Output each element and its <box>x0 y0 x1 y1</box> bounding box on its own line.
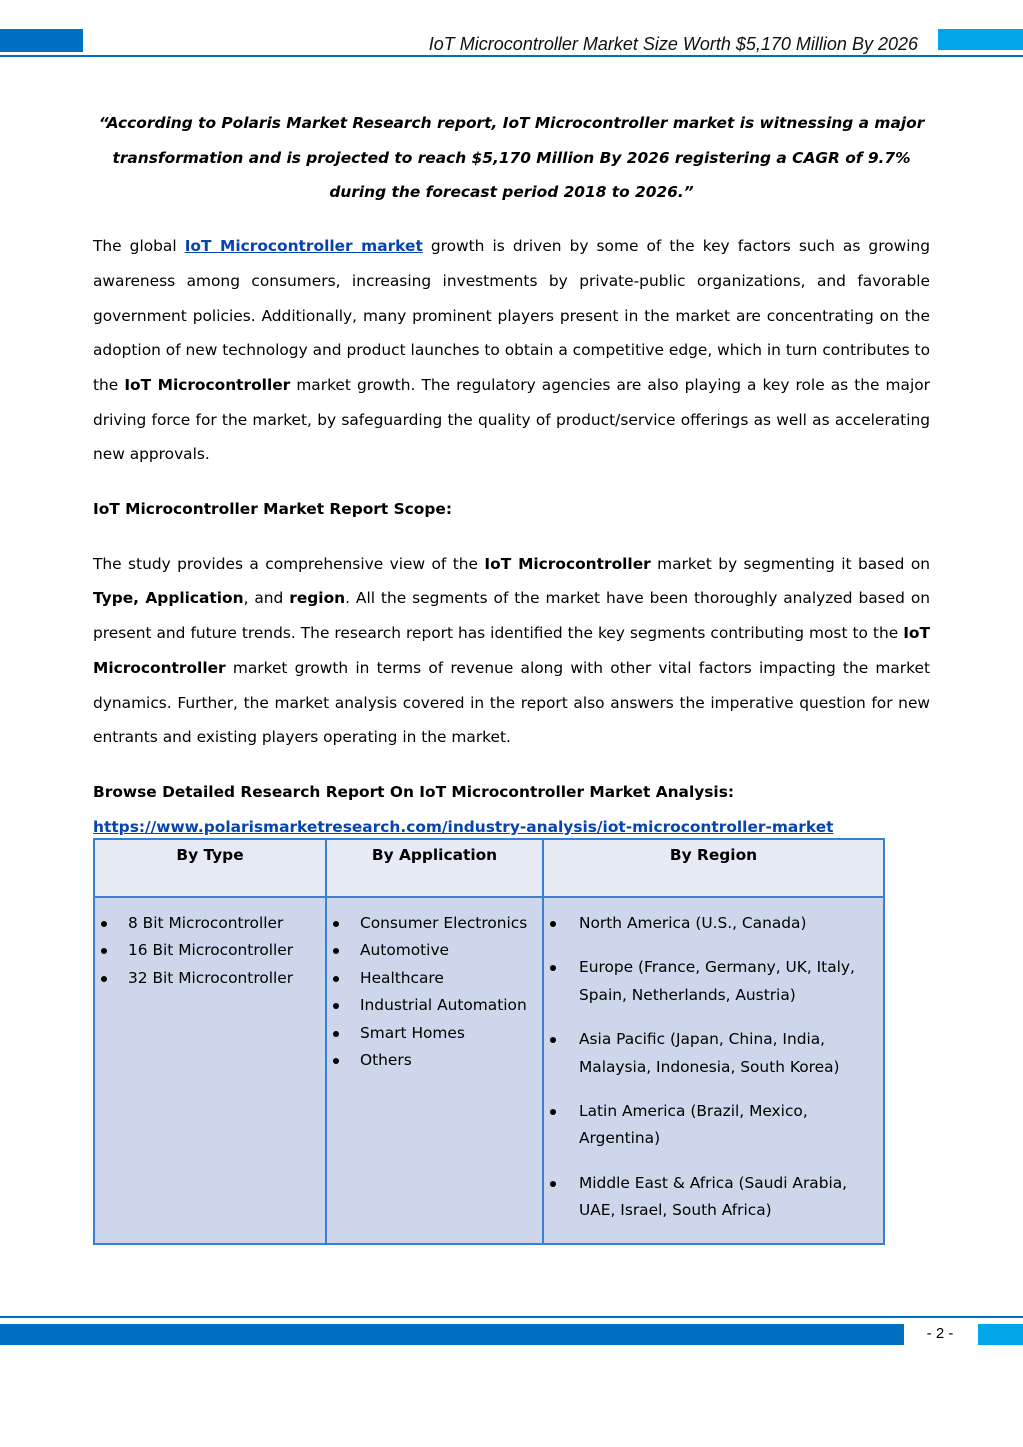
list-item: Automotive <box>328 937 541 964</box>
table-row <box>94 897 884 1244</box>
header-accent-block-right <box>938 29 1023 50</box>
application-cell <box>326 897 543 1244</box>
market-link[interactable]: IoT Microcontroller market <box>184 237 423 256</box>
text-run: growth is driven by some of the key factors such as growing awareness among consumers, increasing investments by private-public organizations, and favorable government policies. Additionally, many prominent players present in the market are concentrating on the adoption of new technology and product launches to obtain a competitive edge, which in turn contributes to the <box>93 237 930 394</box>
header-rule <box>0 55 1023 57</box>
list-item: Middle East & Africa (Saudi Arabia, UAE, Israel, South Africa) <box>545 1170 882 1225</box>
list-item: 32 Bit Microcontroller <box>96 965 324 992</box>
region-cell <box>543 897 884 1244</box>
segmentation-table <box>93 838 885 1245</box>
summary-quote: “According to Polaris Market Research report, IoT Microcontroller market is witnessing a major transformation and is projected to reach $5,170 Million By 2026 registering a CAGR of 9.7% during the forecast period 2018 to 2026.” <box>98 114 925 202</box>
region-list <box>545 910 882 1225</box>
list-item: Others <box>328 1047 541 1074</box>
report-url-link[interactable]: https://www.polarismarketresearch.com/industry-analysis/iot-microcontroller-market <box>93 817 834 836</box>
list-item: 16 Bit Microcontroller <box>96 937 324 964</box>
text-run: . All the segments of the market have been thoroughly analyzed based on present and future trends. The research report has identified the key segments contributing most to the <box>93 589 930 643</box>
footer-bar <box>0 1324 904 1345</box>
bold-run: IoT Microcontroller <box>93 624 930 677</box>
header-by-application: By Application <box>326 839 543 897</box>
list-item: 8 Bit Microcontroller <box>96 910 324 937</box>
list-item: Healthcare <box>328 965 541 992</box>
list-item: Asia Pacific (Japan, China, India, Malaysia, Indonesia, South Korea) <box>545 1026 882 1081</box>
scope-paragraph <box>93 547 930 755</box>
table-header-row <box>94 839 884 897</box>
text-run: , and <box>243 589 290 608</box>
bold-run: Type, Application <box>93 589 244 608</box>
header-by-region: By Region <box>543 839 884 897</box>
list-item: Europe (France, Germany, UK, Italy, Spain, Netherlands, Austria) <box>545 954 882 1009</box>
list-item: Latin America (Brazil, Mexico, Argentina) <box>545 1098 882 1153</box>
page-number: - 2 - <box>926 1325 954 1342</box>
footer-accent-block <box>978 1324 1023 1345</box>
list-item: Consumer Electronics <box>328 910 541 937</box>
browse-heading: Browse Detailed Research Report On IoT Microcontroller Market Analysis: <box>93 782 735 801</box>
intro-paragraph <box>93 229 930 472</box>
text-run: market growth. The regulatory agencies are also playing a key role as the major driving force for the market, by safeguarding the quality of product/service offerings as well as accelerating new approvals. <box>93 375 930 464</box>
header-title: IoT Microcontroller Market Size Worth $5,170 Million By 2026 <box>428 34 918 54</box>
text-run: The study provides a comprehensive view of the <box>93 554 485 573</box>
scope-heading: IoT Microcontroller Market Report Scope: <box>93 500 452 519</box>
application-list <box>328 910 541 1074</box>
document-body <box>93 106 930 844</box>
bold-run: IoT Microcontroller <box>124 375 291 394</box>
text-run: market growth in terms of revenue along with other vital factors impacting the market dynamics. Further, the market analysis covered in the report also answers the imperative question for new entrants and existing players operating in the market. <box>93 658 930 747</box>
bold-run: region <box>289 589 346 608</box>
list-item: Smart Homes <box>328 1020 541 1047</box>
text-run: market by segmenting it based on <box>650 554 930 573</box>
bold-run: IoT Microcontroller <box>484 554 651 573</box>
header-by-type: By Type <box>94 839 326 897</box>
footer-rule <box>0 1316 1023 1318</box>
type-list <box>96 910 324 992</box>
type-cell <box>94 897 326 1244</box>
text-run: The global <box>93 237 185 256</box>
list-item: Industrial Automation <box>328 992 541 1019</box>
list-item: North America (U.S., Canada) <box>545 910 882 937</box>
